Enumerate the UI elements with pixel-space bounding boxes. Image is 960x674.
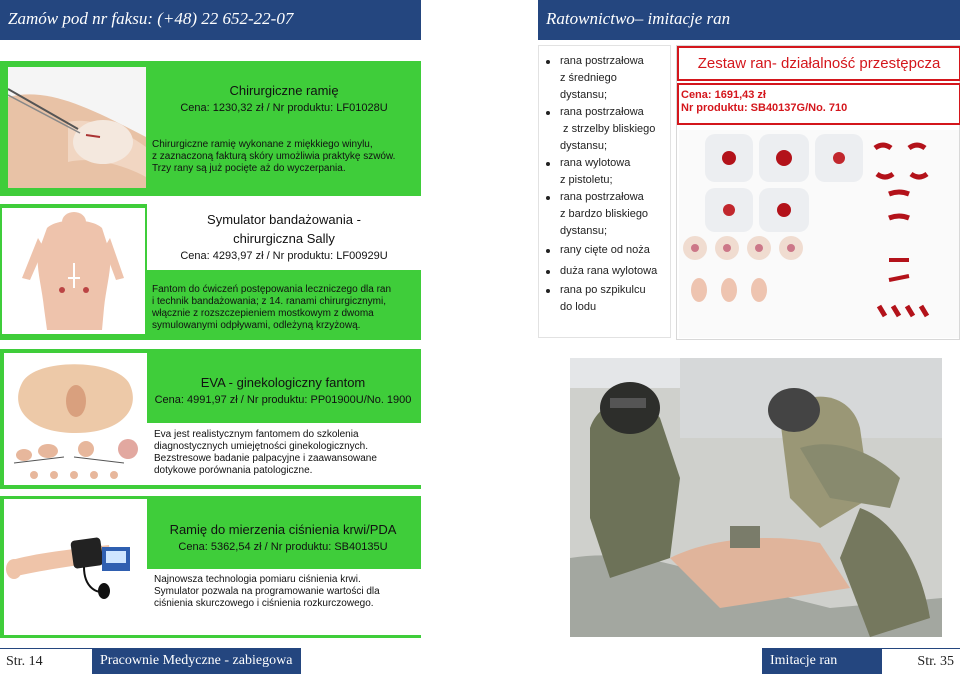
list-line: rana wylotowa (560, 157, 631, 169)
right-footer-title: Imitacje ran (770, 653, 838, 668)
bullet-icon (546, 196, 550, 200)
product-price: Cena: 1230,32 zł / Nr produktu: LF01028U (180, 102, 388, 114)
product-title: Chirurgiczne ramię (229, 83, 339, 98)
desc-line: dotykowe porównania patologiczne. (154, 465, 313, 476)
bullet-icon (546, 270, 550, 274)
left-header-banner (0, 0, 421, 40)
list-line: dystansu; (560, 225, 608, 237)
desc-line: Symulator pozwala na programowanie wartości dla (154, 586, 380, 597)
product-description (147, 569, 421, 635)
product-card-surgical-arm (0, 61, 421, 196)
list-line: rana postrzałowa (560, 191, 644, 203)
list-line: rana postrzałowa (560, 106, 644, 118)
product-card-blood-pressure-arm (0, 496, 421, 638)
list-item (539, 282, 670, 316)
desc-line: Trzy rany są już pocięte aż do wyczerpania. (152, 163, 346, 174)
eva-title-block (152, 349, 414, 421)
list-line: z pistoletu; (560, 174, 613, 186)
right-page-number-box (882, 648, 960, 674)
kit-price: Cena: 1691,43 zł (681, 89, 766, 101)
desc-line: z zaznaczoną fakturą skóry umożliwia praktykę szwów. (152, 151, 396, 162)
surgical-arm-image (8, 67, 146, 188)
list-line: z strzelby bliskiego (560, 123, 656, 135)
surgical-arm-title-block (147, 61, 421, 125)
eva-phantom-image (4, 353, 147, 485)
list-line: z średniego (560, 72, 617, 84)
kit-title-box (677, 46, 960, 81)
right-page-number: Str. 35 (917, 654, 954, 669)
product-title-line1: Symulator bandażowania - (207, 212, 361, 227)
list-item (539, 189, 670, 240)
desc-line: ciśnienia skurczowego i ciśnienia rozkurczowego. (154, 598, 374, 609)
list-item (539, 155, 670, 189)
left-footer-title: Pracownie Medyczne - zabiegowa (100, 653, 293, 668)
list-line: rana postrzałowa (560, 55, 644, 67)
desc-line: Najnowsza technologia pomiaru ciśnienia krwi. (154, 574, 361, 585)
desc-line: diagnostycznych umiejętności ginekologicznych. (154, 441, 369, 452)
desc-line: i technik bandażowania; z 14. ranami chirurgicznymi, (152, 296, 386, 307)
section-title: Ratownictwo– imitacje ran (546, 9, 731, 28)
product-price: Cena: 4991,97 zł / Nr produktu: PP01900U/No. 1900 (154, 394, 412, 406)
bullet-icon (546, 289, 550, 293)
bullet-icon (546, 162, 550, 166)
product-description (152, 139, 414, 175)
list-item (539, 104, 670, 155)
kit-price-box (677, 83, 960, 125)
list-item (539, 263, 670, 280)
bullet-icon (546, 111, 550, 115)
left-footer-section (92, 648, 301, 674)
list-line: dystansu; (560, 140, 608, 152)
bp-arm-image (4, 499, 147, 635)
product-description (147, 423, 421, 485)
kit-product-number: Nr produktu: SB40137G/No. 710 (681, 102, 848, 114)
list-line: dystansu; (560, 89, 608, 101)
training-photo (570, 358, 942, 637)
desc-line: włącznie z rozszczepieniem mostkowym z dwoma (152, 308, 374, 319)
list-line: do lodu (560, 301, 597, 313)
list-item (539, 53, 670, 104)
product-description (152, 284, 414, 332)
product-title-line2: chirurgiczna Sally (233, 231, 335, 246)
fax-order-title: Zamów pod nr faksu: (+48) 22 652-22-07 (8, 9, 294, 28)
wound-types-list (538, 45, 671, 338)
list-item (539, 242, 670, 259)
product-title: Ramię do mierzenia ciśnienia krwi/PDA (169, 522, 397, 537)
product-price: Cena: 5362,54 zł / Nr produktu: SB40135U (178, 541, 388, 553)
wound-kit-panel (676, 45, 960, 340)
left-page-number-box (0, 648, 92, 674)
list-line: duża rana wylotowa (560, 265, 658, 277)
sally-title-block (147, 204, 421, 270)
product-card-eva-phantom (0, 349, 421, 489)
desc-line: Chirurgiczne ramię wykonane z miękkiego winylu, (152, 139, 373, 150)
wound-kit-image (679, 130, 959, 338)
desc-line: Bezstresowe badanie palpacyjne i zaawansowane (154, 453, 377, 464)
list-line: rany cięte od noża (560, 244, 650, 256)
product-price: Cena: 4293,97 zł / Nr produktu: LF00929U (180, 250, 388, 262)
desc-line: Eva jest realistycznym fantomem do szkolenia (154, 429, 359, 440)
product-title: EVA - ginekologiczny fantom (200, 375, 366, 390)
sally-torso-image (2, 208, 145, 334)
desc-line: symulowanymi odpływami, odleżyną krzyżową. (152, 320, 361, 331)
bullet-icon (546, 60, 550, 64)
bp-arm-title-block (152, 496, 414, 568)
desc-line: Fantom do ćwiczeń postępowania leczniczego dla ran (152, 284, 392, 295)
bullet-icon (546, 249, 550, 253)
product-card-bandaging-simulator (0, 204, 421, 340)
right-header-banner (538, 0, 960, 40)
right-footer-section (762, 648, 882, 674)
list-line: rana po szpikulcu (560, 284, 646, 296)
left-page-number: Str. 14 (6, 654, 43, 669)
list-line: z bardzo bliskiego (560, 208, 649, 220)
kit-title: Zestaw ran- działalność przestępcza (697, 55, 941, 72)
